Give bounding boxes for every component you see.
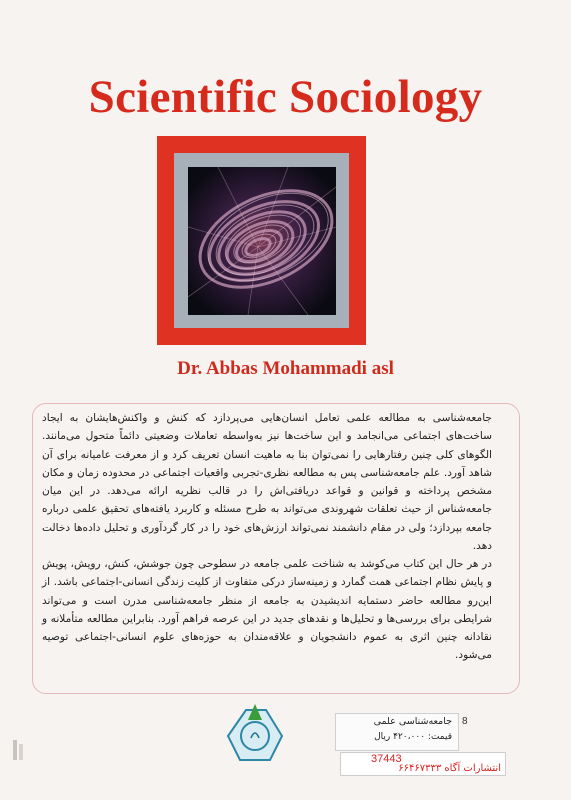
spiral-artwork-icon bbox=[188, 167, 336, 315]
price-sticker bbox=[335, 713, 459, 751]
distributor-sticker bbox=[340, 752, 506, 776]
publisher-logo-icon bbox=[226, 698, 284, 764]
sticker-number: 8 bbox=[462, 716, 468, 727]
description-paragraph-1: جامعه‌شناسی به مطالعه علمی تعامل انسان‌هایی می‌پردازد که کنش و واکنش‌هایشان به ایجاد ساخت‌های اجتماعی می‌انجامد و این ساخت‌ها نیز به‌واسطه تعاملات وضعیتی دائماً متحول می‌مانند. الگوهای کلی چنین رفتارهایی را نمی‌توان بنا به ماهیت انسان تعریف کرد و از معرفت عامیانه برای آن شاهد آورد. علم جامعه‌شناسی پس به مطالعه نظری-تجربی واقعیات اجتماعی در محدوده زمان و مکان مشخص پرداخته و قوانین و قواعد دریافتی‌اش را در قالب نظریه ارائه می‌دهد. در این میان جامعه‌شناس از حیث تعلقات شهروندی می‌تواند به طرح مسئله و کاربرد یافته‌های تحقیق علمی درباره جامعه بپردازد؛ ولی در مقام دانشمند نمی‌تواند ارزش‌های خود را در کار گردآوری و تحلیل داده‌ها دخالت دهد. bbox=[42, 412, 492, 553]
book-title: Scientific Sociology bbox=[88, 71, 483, 123]
publisher-mark-icon bbox=[12, 738, 24, 762]
spiral-abstract-image bbox=[188, 167, 336, 315]
author-name: Dr. Abbas Mohammadi asl bbox=[177, 358, 394, 379]
sticker-publisher: انتشارات آگاه ۶۶۴۶۷۳۳۳ bbox=[398, 763, 501, 774]
sticker-code: 37443 bbox=[371, 753, 402, 765]
sticker-book-title: جامعه‌شناسی علمی bbox=[373, 716, 452, 727]
sticker-price: قیمت: ۴۲۰،۰۰۰ ریال bbox=[374, 732, 452, 742]
description-paragraph-2: در هر حال این کتاب می‌کوشد به شناخت علمی جامعه در سطوحی چون جوشش، کنش، رویش، پویش و پایش نظام اجتماعی همت گمارد و زمینه‌ساز درکی متفاوت از کلیت زندگی انسانی-اجتماعی باشد. از این‌رو مطالعه حاضر دستمایه اندیشیدن به جامعه از منظر جامعه‌شناسی مدرن است و می‌تواند شرایطی برای بررسی‌ها و تحلیل‌ها و نقدهای جدید در این عرصه فراهم آورد. بنابراین مطالعه متأملانه و نقادانه چنین اثری به عموم دانشجویان و علاقه‌مندان به حوزه‌های علوم انسانی-اجتماعی توصیه می‌شود. bbox=[42, 558, 492, 662]
